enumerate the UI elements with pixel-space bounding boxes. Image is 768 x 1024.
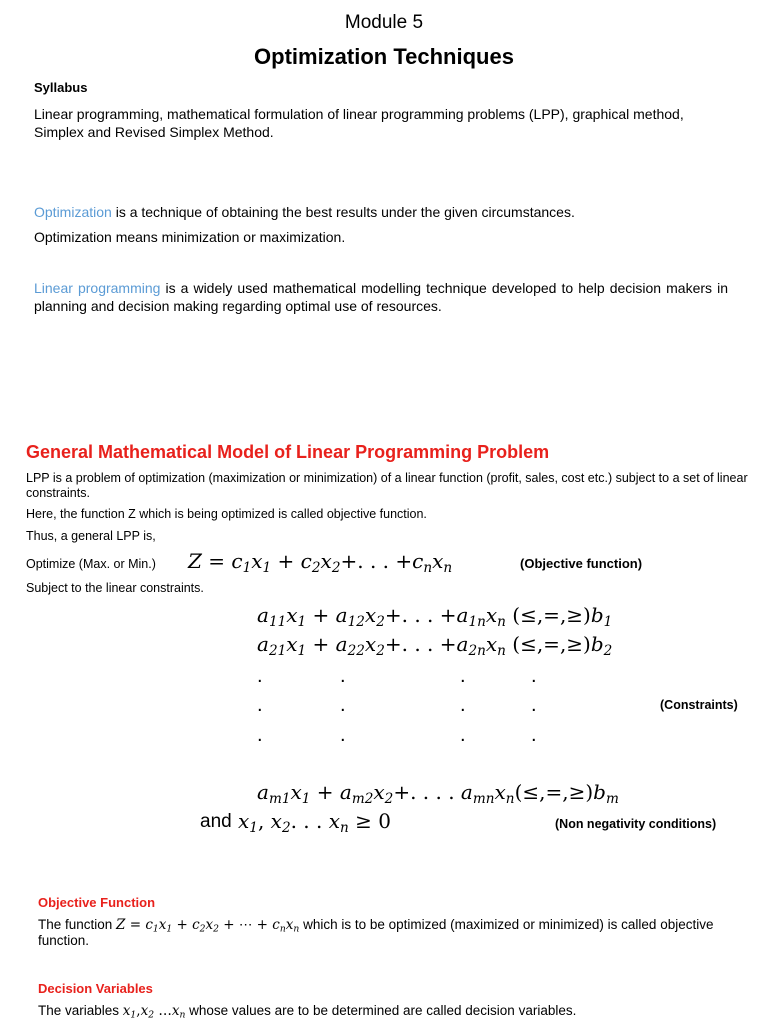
- syllabus-label: Syllabus: [34, 80, 88, 95]
- optimization-meaning: Optimization means minimization or maximization.: [34, 229, 346, 245]
- syllabus-text: Linear programming, mathematical formulation of linear programming problems (LPP), graphical method, Simplex and Revised Simplex Method.: [34, 106, 684, 140]
- optimize-label: Optimize (Max. or Min.): [26, 557, 156, 571]
- objective-function-label: (Objective function): [520, 556, 643, 571]
- decision-variables-heading: Decision Variables: [38, 981, 153, 996]
- module-number: Module 5: [344, 12, 424, 33]
- optimization-term: Optimization: [34, 204, 112, 220]
- constraint-1: $a_{11}x_1 + a_{12}x_2+$. . . $+a_{1n}x_n$ $(\le,=,\ge)b_1$: [257, 603, 613, 630]
- and-label: and: [200, 811, 232, 832]
- linear-programming-definition-text: is a widely used mathematical modelling technique developed to help decision makers in planning and decision making regarding optimal use of resources.: [34, 280, 728, 314]
- objective-equation: $Z = c_1x_1 + c_2x_2+$. . . $+c_nx_n$: [188, 549, 453, 576]
- objective-function-text-pre: The function: [38, 917, 117, 932]
- linear-programming-term: Linear programming: [34, 280, 161, 296]
- page-title: Optimization Techniques: [254, 44, 514, 69]
- nonneg-label: (Non negativity conditions): [555, 817, 717, 831]
- optimization-definition-text: is a technique of obtaining the best results under the given circumstances.: [111, 204, 575, 220]
- optimization-definition: [34, 204, 575, 220]
- objective-function-text: [38, 917, 738, 949]
- decision-variables-text-pre: The variables: [38, 1003, 123, 1018]
- objective-function-formula: $Z = c_1x_1 + c_2x_2$ + ⋯ + $c_nx_n$: [116, 917, 300, 935]
- decision-variables-text: [38, 1003, 576, 1019]
- general-lpp-intro: Thus, a general LPP is,: [26, 529, 156, 543]
- objective-function-text-post: which is to be optimized (maximized or minimized) is called objective function.: [38, 917, 714, 948]
- objective-function-heading: Objective Function: [38, 895, 156, 910]
- linear-programming-definition: [34, 279, 728, 315]
- constraints-label: (Constraints): [660, 698, 738, 712]
- nonneg-equation: $x_1$, $x_2$. . . $x_n \ge 0$: [238, 809, 391, 836]
- decision-variables-text-post: whose values are to be determined are called decision variables.: [185, 1003, 577, 1018]
- constraint-2: $a_{21}x_1 + a_{22}x_2+$. . . $+a_{2n}x_n$ $(\le,=,\ge)b_2$: [257, 632, 613, 659]
- subject-to-label: Subject to the linear constraints.: [26, 581, 204, 595]
- model-heading: General Mathematical Model of Linear Programming Problem: [26, 442, 550, 462]
- model-intro: LPP is a problem of optimization (maximization or minimization) of a linear function (profit, sales, cost etc.) subject to a set of linear constraints.: [26, 471, 748, 500]
- constraint-m: $a_{m1}x_1 + a_{m2}x_2+$. . . . $a_{mn}x_n(\le,=,\ge)b_m$: [257, 780, 619, 807]
- decision-variables-formula: $x_1,x_2$ $\dots x_n$: [122, 1003, 186, 1021]
- objective-function-note: Here, the function Z which is being optimized is called objective function.: [26, 507, 427, 521]
